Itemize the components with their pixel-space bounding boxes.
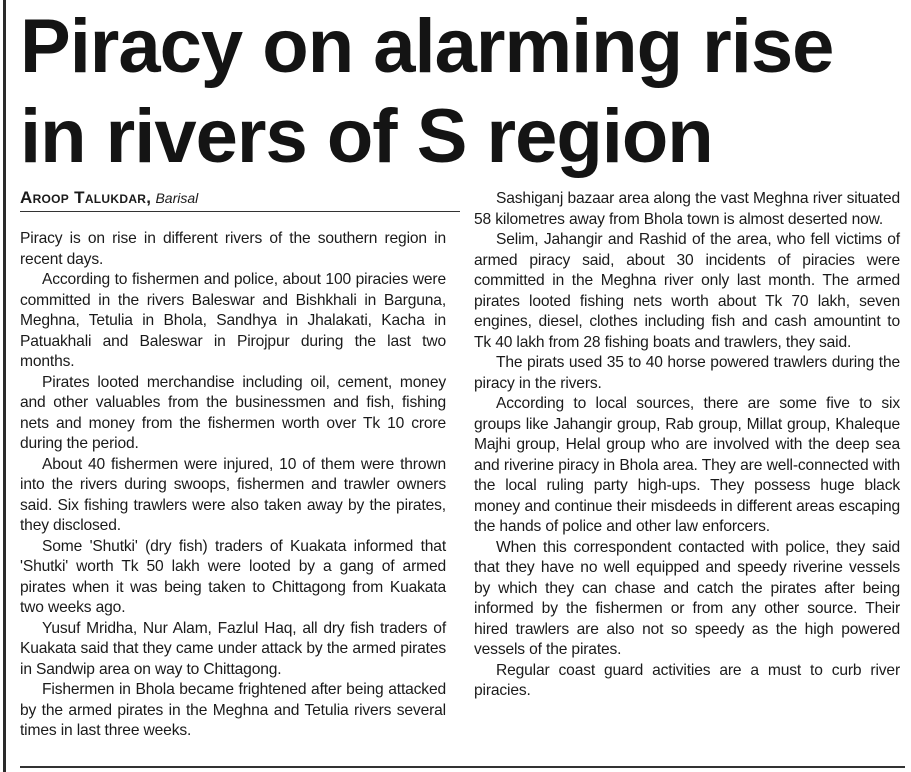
byline-divider	[20, 211, 460, 212]
paragraph: Regular coast guard activities are a must to curb river piracies.	[474, 661, 900, 699]
paragraph: According to fishermen and police, about 100 piracies were committed in the rivers Baleswar and Bishkhali in Barguna, Meghna, Tetulia in Bhola, Sandhya in Jhalakati, Kacha in Patuakhali and Baleswar in Pirojpur during the last two months.	[20, 271, 446, 370]
paragraph: Sashiganj bazaar area along the vast Meghna river situated 58 kilometres away from Bhola town is almost deserted now.	[474, 190, 900, 228]
paragraph: According to local sources, there are some five to six groups like Jahangir group, Rab group, Millat group, Khaleque Majhi group, Helal group who are involved with the deep sea and riverine piracy in Bhola area. They are well-connected with the local ruling party high-ups. They possess huge black money and continue their misdeeds in different areas escaping the hands of police and other law enforcers.	[474, 395, 900, 535]
paragraph: Pirates looted merchandise including oil, cement, money and other valuables from the businessmen and fish, fishing nets and money from the fishermen worth over Tk 10 crore during the period.	[20, 373, 446, 452]
headline: Piracy on alarming rise in rivers of S region	[20, 4, 834, 179]
paragraph: Fishermen in Bhola became frightened after being attacked by the armed pirates in the Meghna and Tetulia rivers several times in last three weeks.	[20, 681, 446, 739]
paragraph: Piracy is on rise in different rivers of the southern region in recent days.	[20, 230, 446, 268]
paragraph: Selim, Jahangir and Rashid of the area, who fell victims of armed piracy said, about 30 incidents of piracies were committed in the Meghna river only last month. The armed pirates looted fishing nets worth about Tk 70 lakh, seven engines, diesel, clothes including fish and cash amountint to Tk 40 lakh from 28 fishing boats and trawlers, they said.	[474, 231, 900, 351]
paragraph: When this correspondent contacted with police, they said that they have no well equipped and speedy riverine vessels by which they can chase and catch the pirates after being informed by the fishermen or from any other source. Their hired trawlers are also not so speedy as the high powered vessels of the pirates.	[474, 538, 900, 658]
bottom-divider	[20, 766, 905, 768]
paragraph: Some 'Shutki' (dry fish) traders of Kuakata informed that 'Shutki' worth Tk 50 lakh were looted by a gang of armed pirates when it was being taken to Chittagong from Kuakata two weeks ago.	[20, 537, 446, 616]
byline	[20, 188, 460, 209]
left-column-rule	[3, 0, 6, 772]
byline-location: Barisal	[155, 190, 199, 206]
article-column-right	[474, 189, 900, 702]
paragraph: About 40 fishermen were injured, 10 of them were thrown into the rivers during swoops, fishermen and trawler owners said. Six fishing trawlers were also taken away by the pirates, they disclosed.	[20, 455, 446, 534]
byline-author: Aroop Talukdar,	[20, 188, 152, 207]
article-column-left	[20, 229, 446, 742]
paragraph: Yusuf Mridha, Nur Alam, Fazlul Haq, all dry fish traders of Kuakata said that they came under attack by the armed pirates in Sandwip area on way to Chittagong.	[20, 619, 446, 678]
paragraph: The pirats used 35 to 40 horse powered trawlers during the piracy in the rivers.	[474, 354, 900, 392]
